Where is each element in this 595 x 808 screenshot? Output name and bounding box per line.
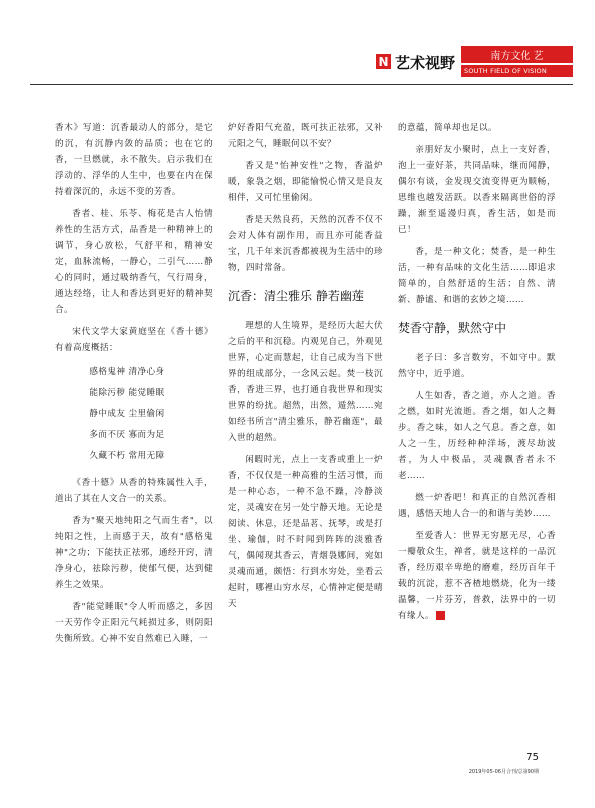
brand-subtitle: SOUTH FIELD OF VISION (461, 65, 573, 77)
paragraph: 宋代文学大家黄庭坚在《香十德》有着高度概括： (55, 327, 213, 353)
paragraph-text: 至爱香人：世界无穷愿无尽，心香一瓣敬众生，禅者，就是这样的一品沉香，经历艰辛卑绝的磨难，经历百年千载的沉淀，惹不吝楂地燃烧，化为一缕温馨，一片芬芳，普救，法界中的一切有缘人。 (398, 531, 556, 621)
header-rule (30, 84, 573, 85)
column-2 (228, 120, 383, 618)
paragraph: 香，是一种文化；焚香，是一种生活，一种有品味的文化生活……即追求简单的，自然舒适的生活；自然、清新、静谧、和谐的玄妙之境…… (398, 247, 556, 305)
magazine-logo-icon: N (376, 54, 391, 69)
poem-line: 感格鬼神 清净心身 (89, 367, 165, 377)
paragraph: 燃一炉香吧！和真正的自然沉香相遇，感悟天地人合一的和谐与美妙…… (398, 493, 556, 519)
paragraph: 香木》写道：沉香最动人的部分，是它的沉，有沉静内敛的品质；也在它的香，一旦燃就，永不散失。启示我们在浮动的、浮华的人生中，也要在内在保持着深沉的，永远不变的芳香。 (55, 123, 213, 197)
paragraph: 亲朋好友小聚时，点上一支好香，泡上一壶好茶，共同品味，继而闻静，偶尔有谈，金发现交流变得更为顺畅，思维也越发活跃。以香来隔离世俗的浮躁，渐至遥漫归真，香生活，如是而已！ (398, 145, 556, 235)
page-number: 75 (526, 752, 539, 763)
issue-info: 2019年05-06月合刊/总第90期 (468, 769, 539, 775)
paragraph: 闲暇时光，点上一支香或重上一炉香，不仅仅是一种高雅的生活习惯，而是一种心态，一种不急不躁，冷静淡定，灵魂安在另一处宁静天地。无论是阅读、休息，还是品茗、抚琴，或是打坐、瑜伽，时不时闻到阵阵的淡雅香气，偶闻现其香云，青烟袅娜间，宛如灵魂而通，颇悟：行到水穷处，坐看云起时，哪裡山穷水尽，心情神定便是晴天 (228, 455, 383, 609)
poem-line: 静中成友 尘里偷闲 (89, 409, 165, 419)
paragraph: 炉好香阳气充盈，既可扶正祛邪，又补元阳之气，睡眠何以不安？ (228, 123, 383, 149)
end-mark-icon: N (436, 611, 445, 620)
paragraph: 香又是"怡神安性"之物，香溢炉暖，象袅之烟，即能愉悦心情又是良友相伴，又可忙里偷闲。 (228, 161, 383, 203)
magazine-header (376, 46, 573, 77)
paragraph: 老子曰：多言数穷，不如守中。默然守中，近乎道。 (398, 353, 556, 379)
paragraph: 香"能觉睡眠"令人听而感之，多因一天劳作令正阳元气耗损过多，则阴阳失衡所致。心神不安自然难已入睡，一 (55, 602, 213, 644)
poem-block (55, 362, 213, 467)
column-1 (55, 120, 213, 653)
paragraph: 香为"聚天地纯阳之气而生者"，以纯阳之性，上而感于天，故有"感格鬼神"之功；下能扶正祛邪，通经开窍，清净身心，祛除污秽，使郁气便，达到健养生之效果。 (55, 516, 213, 590)
section-title: 艺术视野 (394, 54, 455, 72)
poem-line: 久藏不朽 常用无障 (89, 451, 165, 461)
paragraph: 香是天然良药，天然的沉香不仅不会对人体有副作用，而且亦可能香益宝，几千年来沉香都被视为生活中的珍物，四时常备。 (228, 215, 383, 273)
brand-badge: 南方文化 艺 (461, 46, 573, 63)
column-3 (398, 120, 556, 630)
brand-block (461, 46, 573, 77)
section-heading: 焚香守静，默然守中 (398, 321, 507, 335)
paragraph (398, 528, 556, 624)
paragraph: 理想的人生境界，是经历大起大伏之后的平和沉稳。内观见自己，外观见世界，心定而慧起，让自己成为当下世界的组成部分，一念风云起。焚一枝沉香，香进三界，也打通自我世界和现实世界的纷扰。超然，出然，遁然……宛如经书所言"清尘雅乐，静若幽莲"，最入世的超然。 (228, 321, 383, 443)
poem-line: 能除污秽 能觉睡眠 (89, 388, 165, 398)
paragraph: 人生如香，香之道，亦人之道。香之燃，如时光流逝。香之烟，如人之舞步。香之味，如人之气息。香之意，如人之一生，历经种种洋场，渡尽劫波者，为人中极品，灵魂飘香者永不老…… (398, 391, 556, 481)
section-heading: 沉香：清尘雅乐 静若幽莲 (228, 289, 364, 303)
paragraph: 的意蕴，简单却也足以。 (398, 123, 497, 133)
paragraph: 香者、桂、乐苓、梅花是古人怡情养性的生活方式，品香是一种精神上的调节，身心放松，气舒平和，精神安定，血脉流畅，一静心，二引气……静心的同时，通过吸纳香气，气行周身，通达经络，让人和香达到更好的精神契合。 (55, 209, 213, 315)
poem-line: 多而不厌 寡而为足 (89, 430, 165, 440)
paragraph: 《香十德》从香的特殊属性入手，道出了其在人文合一的关系。 (55, 478, 213, 504)
